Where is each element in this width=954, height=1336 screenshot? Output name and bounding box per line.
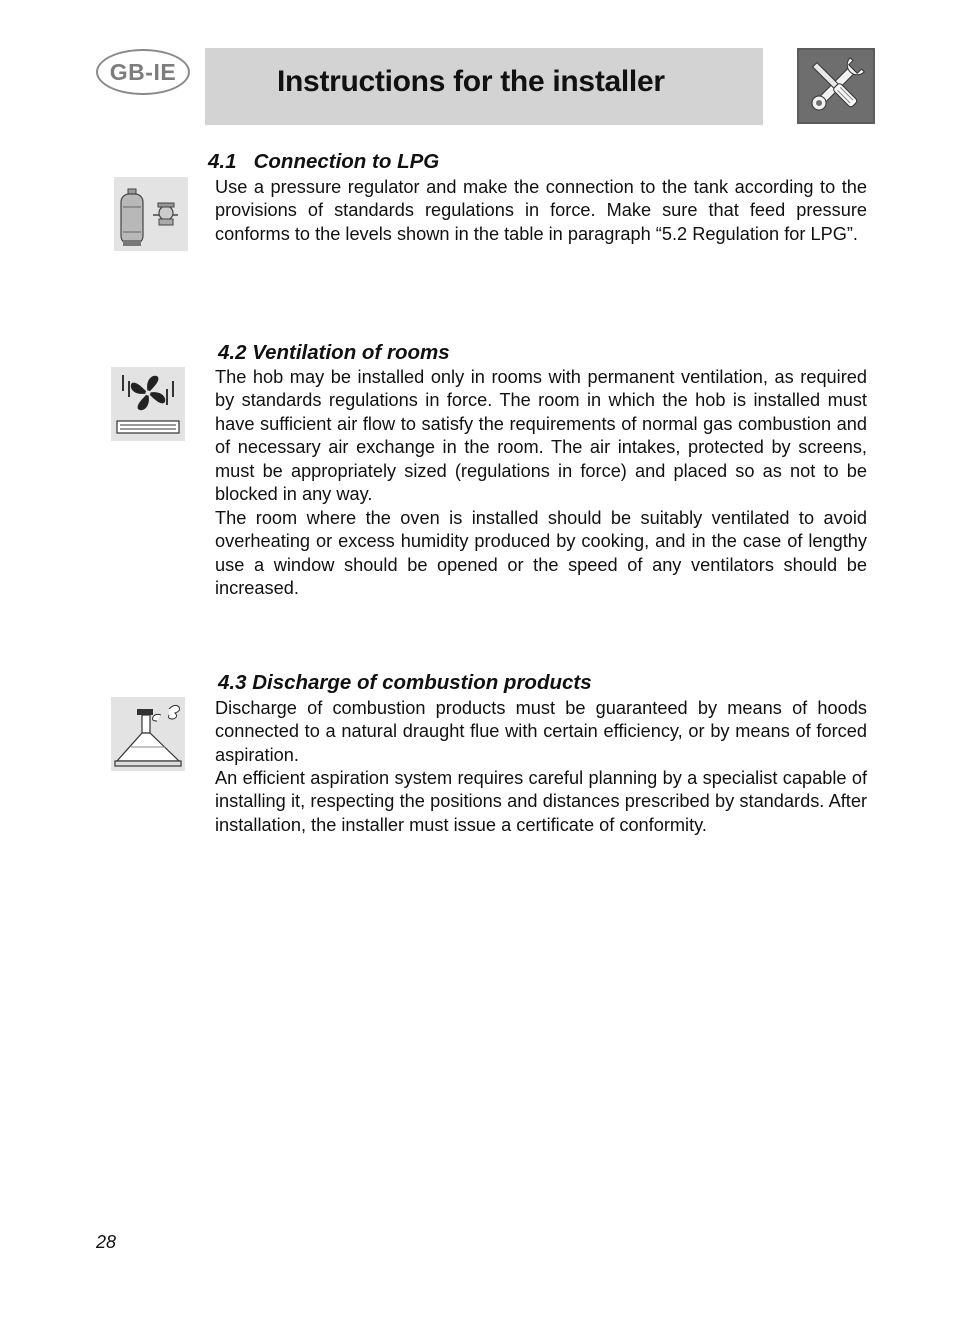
section-paragraph: The hob may be installed only in rooms with permanent ventilation, as required by standards regulations in force. The room in which the hob is installed must have sufficient air flow to satisfy the requirements of normal gas combustion and of necessary air exchange in the room. The air intakes, protected by screens, must be appropriately sized (regulations in force) and placed so as not to be blocked in any way. — [215, 367, 867, 505]
section-number: 4.3 — [218, 671, 247, 694]
gas-cylinder-icon — [114, 177, 188, 251]
language-badge-label: GB-IE — [109, 58, 177, 85]
section-title-discharge-of-combustion-products — [218, 671, 592, 695]
section-title-connection-to-lpg — [208, 150, 439, 174]
section-number: 4.1 — [208, 150, 237, 173]
page-title: Instructions for the installer — [277, 65, 665, 98]
section-paragraph: Discharge of combustion products must be guaranteed by means of hoods connected to a natural draught flue with certain efficiency, or by means of forced aspiration. — [215, 698, 867, 765]
ventilation-fan-icon — [111, 367, 185, 441]
section-paragraph: Use a pressure regulator and make the connection to the tank according to the provisions of standards regulations in force. Make sure that feed pressure conforms to the levels shown in the table in paragraph “5.2 Regulation for LPG”. — [215, 177, 867, 244]
header-bar — [205, 48, 763, 125]
section-title-text: Discharge of combustion products — [252, 671, 592, 694]
extractor-hood-icon — [111, 697, 185, 771]
wrench-screwdriver-icon — [797, 48, 875, 124]
section-number: 4.2 — [218, 341, 247, 364]
section-title-text: Ventilation of rooms — [252, 341, 450, 364]
section-title-ventilation-of-rooms — [218, 341, 450, 365]
page-number: 28 — [96, 1232, 117, 1252]
section-paragraph: An efficient aspiration system requires careful planning by a specialist capable of installing it, respecting the positions and distances prescribed by standards. After installation, the installer must issue a certificate of conformity. — [215, 768, 867, 835]
section-paragraph: The room where the oven is installed should be suitably ventilated to avoid overheating or excess humidity produced by cooking, and in the case of lengthy use a window should be opened or the speed of any ventilators should be increased. — [215, 508, 867, 599]
language-badge — [96, 49, 190, 95]
section-title-text: Connection to LPG — [253, 150, 440, 173]
